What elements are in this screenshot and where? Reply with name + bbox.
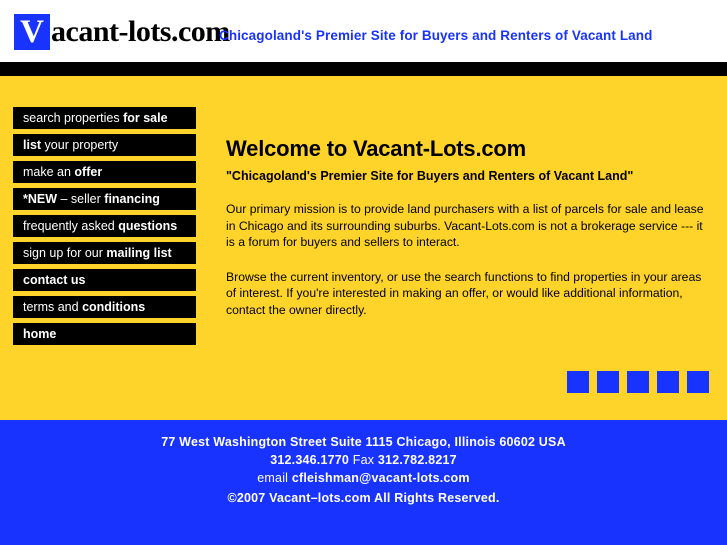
site-logo[interactable] <box>14 14 230 50</box>
footer-copyright: ©2007 Vacant–lots.com All Rights Reserved. <box>227 491 500 505</box>
logo-wordmark: acant-lots.com <box>51 15 230 48</box>
nav-frequently-asked-questions[interactable]: frequently asked questions <box>13 215 196 237</box>
page-title: Welcome to Vacant-Lots.com <box>226 136 527 161</box>
site-footer <box>0 420 727 545</box>
nav-list-your-property[interactable]: list your property <box>13 134 196 156</box>
page-subtitle: "Chicagoland's Premier Site for Buyers and Renters of Vacant Land" <box>226 169 634 183</box>
footer-email-label: email <box>257 471 289 485</box>
intro-paragraph-2: Browse the current inventory, or use the search functions to find properties in your areas of interest. If you're interested in making an offer, or would like additional information, contact the owner directly. <box>226 269 702 317</box>
site-header <box>0 0 727 62</box>
nav-terms-and-conditions[interactable]: terms and conditions <box>13 296 196 318</box>
content-area <box>226 136 712 318</box>
header-divider-bar <box>0 62 727 76</box>
intro-paragraph-1: Our primary mission is to provide land purchasers with a list of parcels for sale and lease in Chicago and its surrounding suburbs. Vacant-Lots.com is not a brokerage service --- it is a forum for buyers and sellers to interact. <box>226 202 704 249</box>
decorative-square <box>567 371 589 393</box>
nav-contact-us[interactable]: contact us <box>13 269 196 291</box>
main-body <box>0 76 727 420</box>
logo-initial-badge: V <box>14 14 50 50</box>
nav-search-properties-for-sale[interactable]: search properties for sale <box>13 107 196 129</box>
nav-new-seller-financing[interactable]: *NEW – seller financing <box>13 188 196 210</box>
decorative-square <box>657 371 679 393</box>
footer-email-row <box>0 471 727 485</box>
footer-fax: 312.782.8217 <box>377 453 457 467</box>
footer-phone-row <box>0 453 727 467</box>
footer-address: 77 West Washington Street Suite 1115 Chicago, Illinois 60602 USA <box>161 435 566 449</box>
nav-make-an-offer[interactable]: make an offer <box>13 161 196 183</box>
main-navigation <box>13 107 196 350</box>
footer-fax-label: Fax <box>352 453 375 467</box>
nav-mailing-list[interactable]: sign up for our mailing list <box>13 242 196 264</box>
decorative-square <box>627 371 649 393</box>
decorative-square <box>687 371 709 393</box>
decorative-squares <box>567 371 709 393</box>
nav-home[interactable]: home <box>13 323 196 345</box>
footer-phone: 312.346.1770 <box>270 453 350 467</box>
footer-email-link[interactable]: cfleishman@vacant-lots.com <box>291 471 470 485</box>
site-tagline: Chicagoland's Premier Site for Buyers and Renters of Vacant Land <box>219 28 653 43</box>
decorative-square <box>597 371 619 393</box>
